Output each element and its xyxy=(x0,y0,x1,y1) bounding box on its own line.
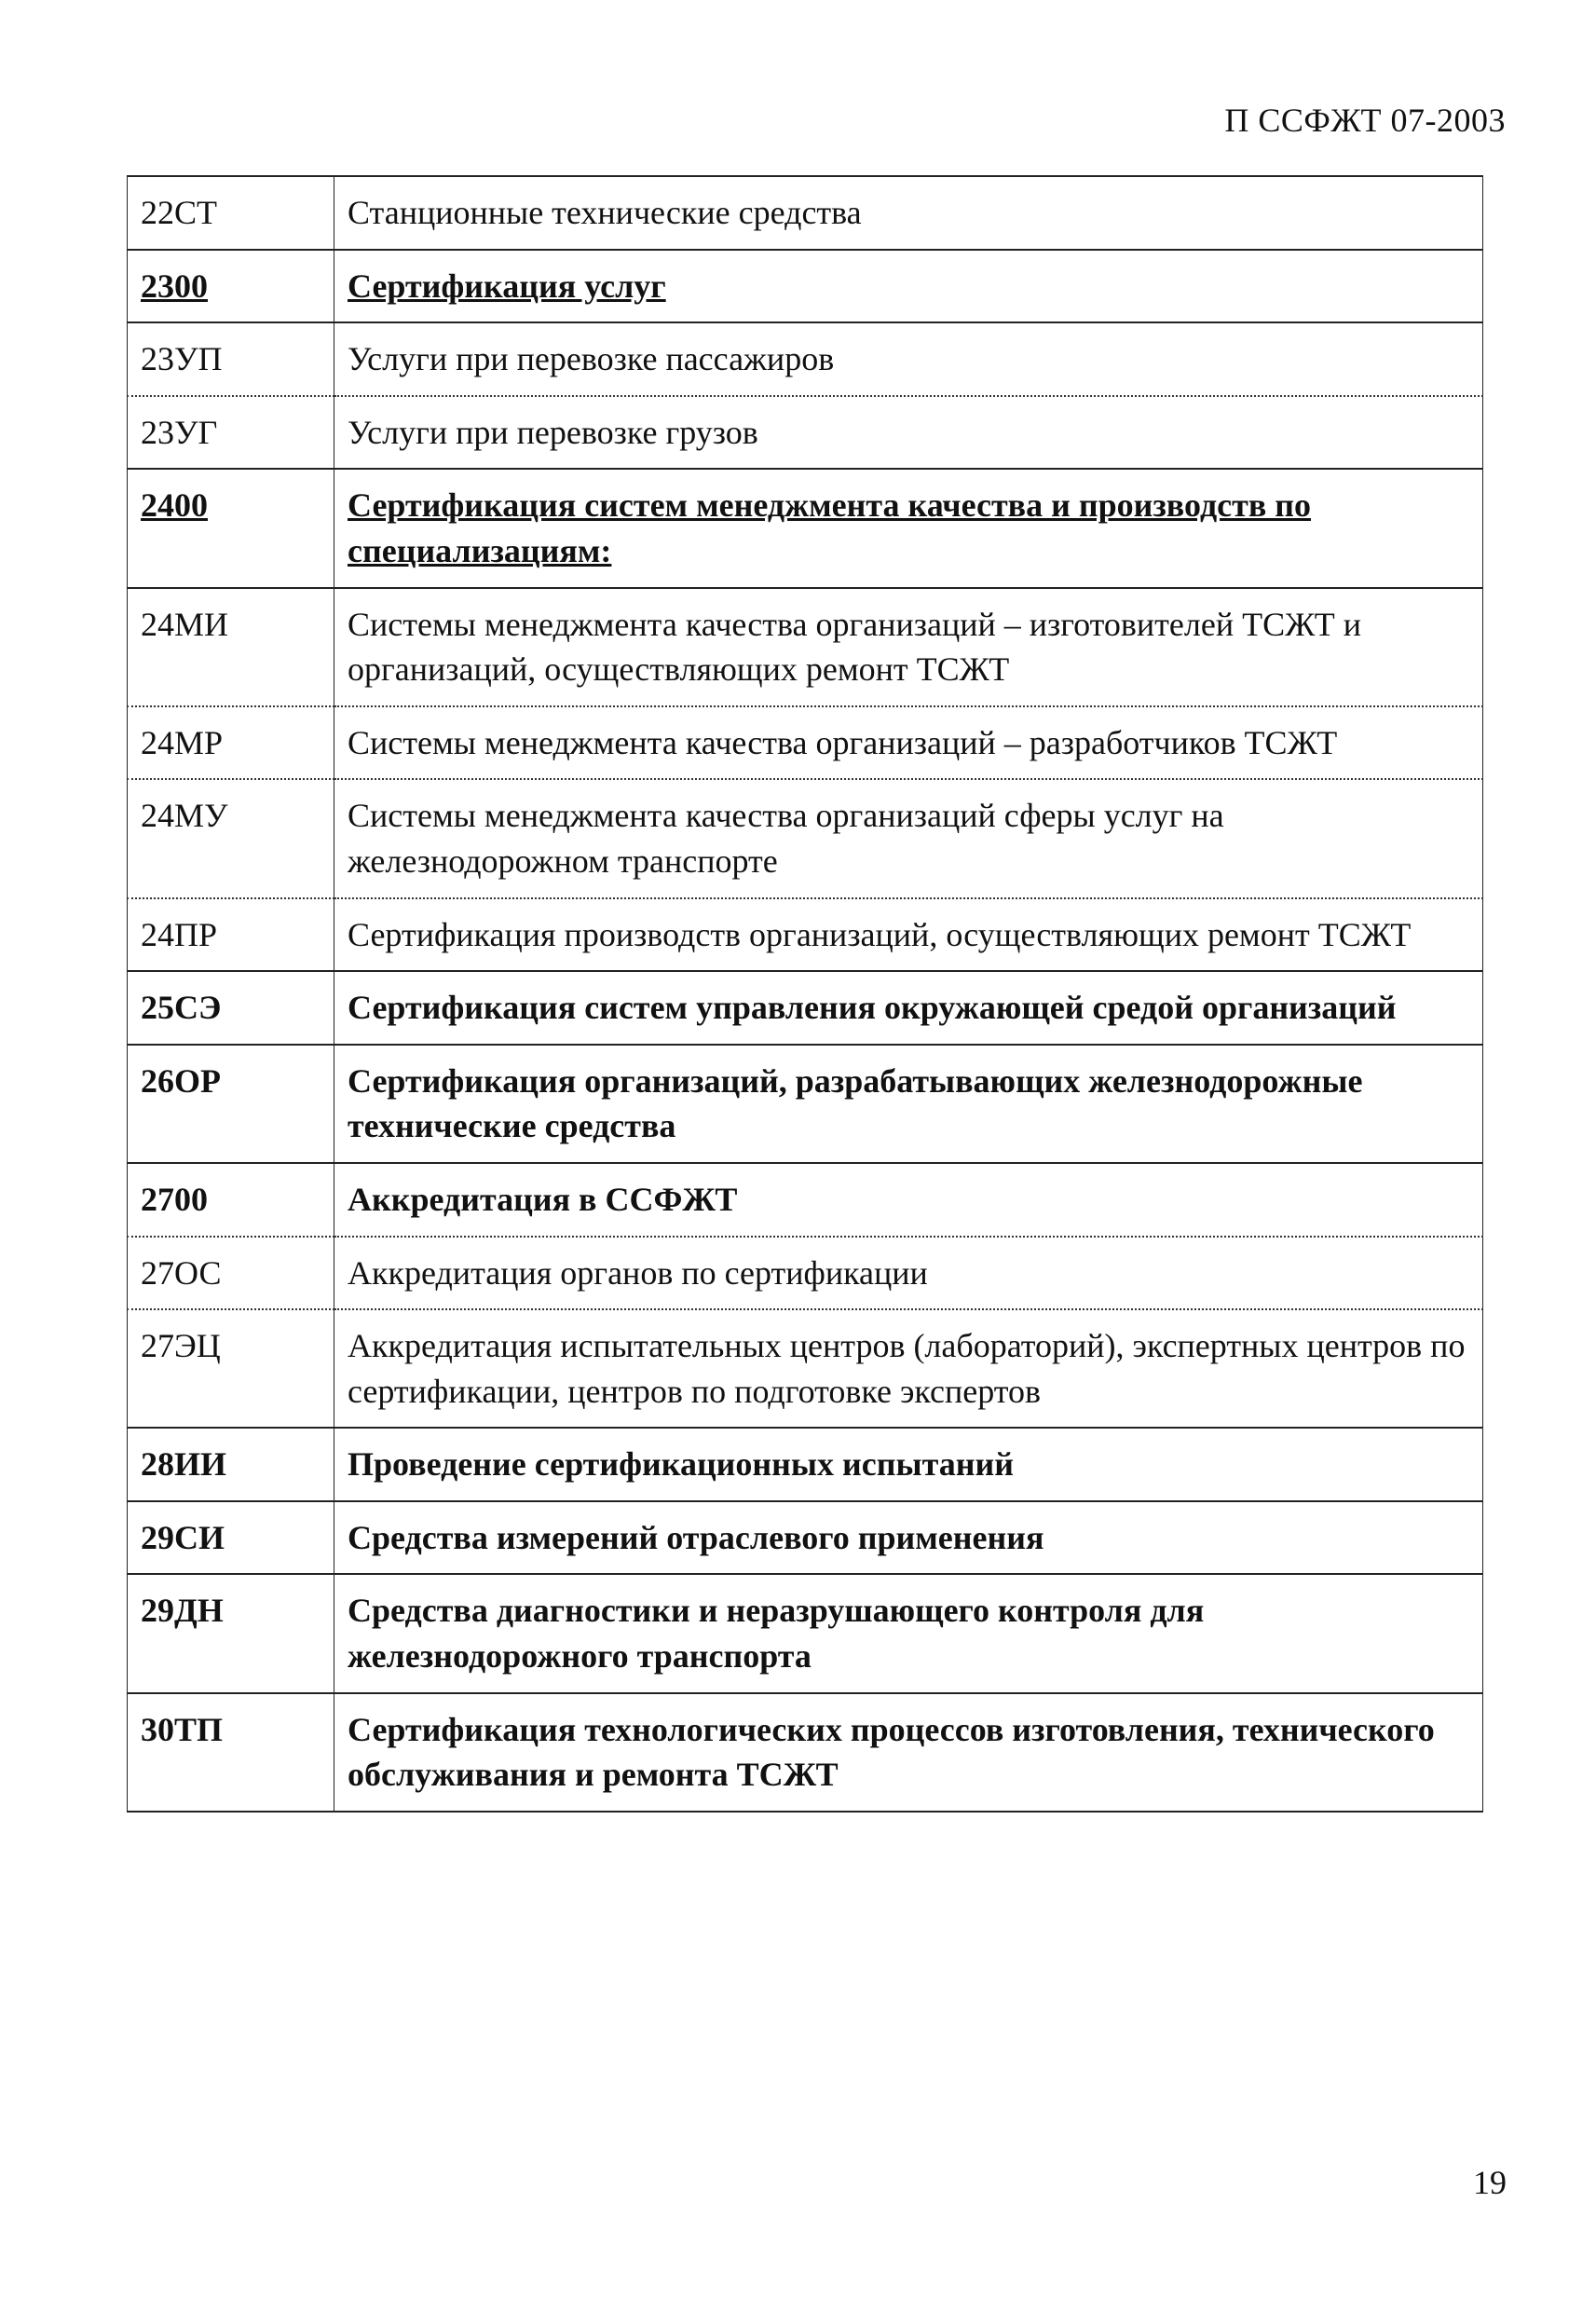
row-description: Услуги при перевозке пассажиров xyxy=(334,322,1483,396)
row-code: 24ПР xyxy=(128,898,334,972)
table-row xyxy=(128,1693,1483,1812)
table-row xyxy=(128,1237,1483,1310)
classifier-table-body xyxy=(128,176,1483,1812)
row-code: 2700 xyxy=(128,1163,334,1237)
row-code: 23УП xyxy=(128,322,334,396)
table-row xyxy=(128,1428,1483,1501)
page-number: 19 xyxy=(1473,2164,1507,2201)
row-code: 29ДН xyxy=(128,1574,334,1692)
row-code: 24МИ xyxy=(128,588,334,706)
table-row xyxy=(128,1163,1483,1237)
row-description: Аккредитация испытательных центров (лабораторий), экспертных центров по сертификации, центров по подготовке экспертов xyxy=(334,1309,1483,1428)
table-row xyxy=(128,1045,1483,1163)
row-code: 25СЭ xyxy=(128,971,334,1045)
table-row xyxy=(128,250,1483,323)
table-row xyxy=(128,779,1483,897)
row-description: Проведение сертификационных испытаний xyxy=(334,1428,1483,1501)
row-code: 27ОС xyxy=(128,1237,334,1310)
row-description: Средства диагностики и неразрушающего контроля для железнодорожного транспорта xyxy=(334,1574,1483,1692)
table-row xyxy=(128,588,1483,706)
row-code: 27ЭЦ xyxy=(128,1309,334,1428)
row-description: Сертификация технологических процессов изготовления, технического обслуживания и ремонта ТСЖТ xyxy=(334,1693,1483,1812)
row-code: 2400 xyxy=(128,469,334,587)
row-description: Станционные технические средства xyxy=(334,176,1483,250)
table-row xyxy=(128,1309,1483,1428)
table-row xyxy=(128,971,1483,1045)
row-description: Системы менеджмента качества организаций сферы услуг на железнодорожном транспорте xyxy=(334,779,1483,897)
row-code: 22СТ xyxy=(128,176,334,250)
row-code: 24МР xyxy=(128,706,334,780)
table-row xyxy=(128,1574,1483,1692)
row-description: Аккредитация в ССФЖТ xyxy=(334,1163,1483,1237)
row-description: Сертификация производств организаций, осуществляющих ремонт ТСЖТ xyxy=(334,898,1483,972)
row-description: Сертификация систем управления окружающей средой организаций xyxy=(334,971,1483,1045)
row-code: 26ОР xyxy=(128,1045,334,1163)
row-description: Услуги при перевозке грузов xyxy=(334,396,1483,470)
row-code: 23УГ xyxy=(128,396,334,470)
row-description: Системы менеджмента качества организаций – изготовителей ТСЖТ и организаций, осуществляющих ремонт ТСЖТ xyxy=(334,588,1483,706)
table-row xyxy=(128,322,1483,396)
row-description: Сертификация услуг xyxy=(334,250,1483,323)
table-row xyxy=(128,1501,1483,1575)
row-description: Системы менеджмента качества организаций – разработчиков ТСЖТ xyxy=(334,706,1483,780)
row-description: Средства измерений отраслевого применения xyxy=(334,1501,1483,1575)
table-row xyxy=(128,176,1483,250)
row-code: 2300 xyxy=(128,250,334,323)
row-code: 28ИИ xyxy=(128,1428,334,1501)
table-row xyxy=(128,396,1483,470)
row-description: Аккредитация органов по сертификации xyxy=(334,1237,1483,1310)
row-code: 24МУ xyxy=(128,779,334,897)
row-code: 29СИ xyxy=(128,1501,334,1575)
document-code: П ССФЖТ 07-2003 xyxy=(1224,102,1506,139)
row-description: Сертификация систем менеджмента качества и производств по специализациям: xyxy=(334,469,1483,587)
table-row xyxy=(128,898,1483,972)
table-row xyxy=(128,469,1483,587)
table-row xyxy=(128,706,1483,780)
row-description: Сертификация организаций, разрабатывающих железнодорожные технические средства xyxy=(334,1045,1483,1163)
row-code: 30ТП xyxy=(128,1693,334,1812)
classifier-table xyxy=(127,175,1483,1813)
